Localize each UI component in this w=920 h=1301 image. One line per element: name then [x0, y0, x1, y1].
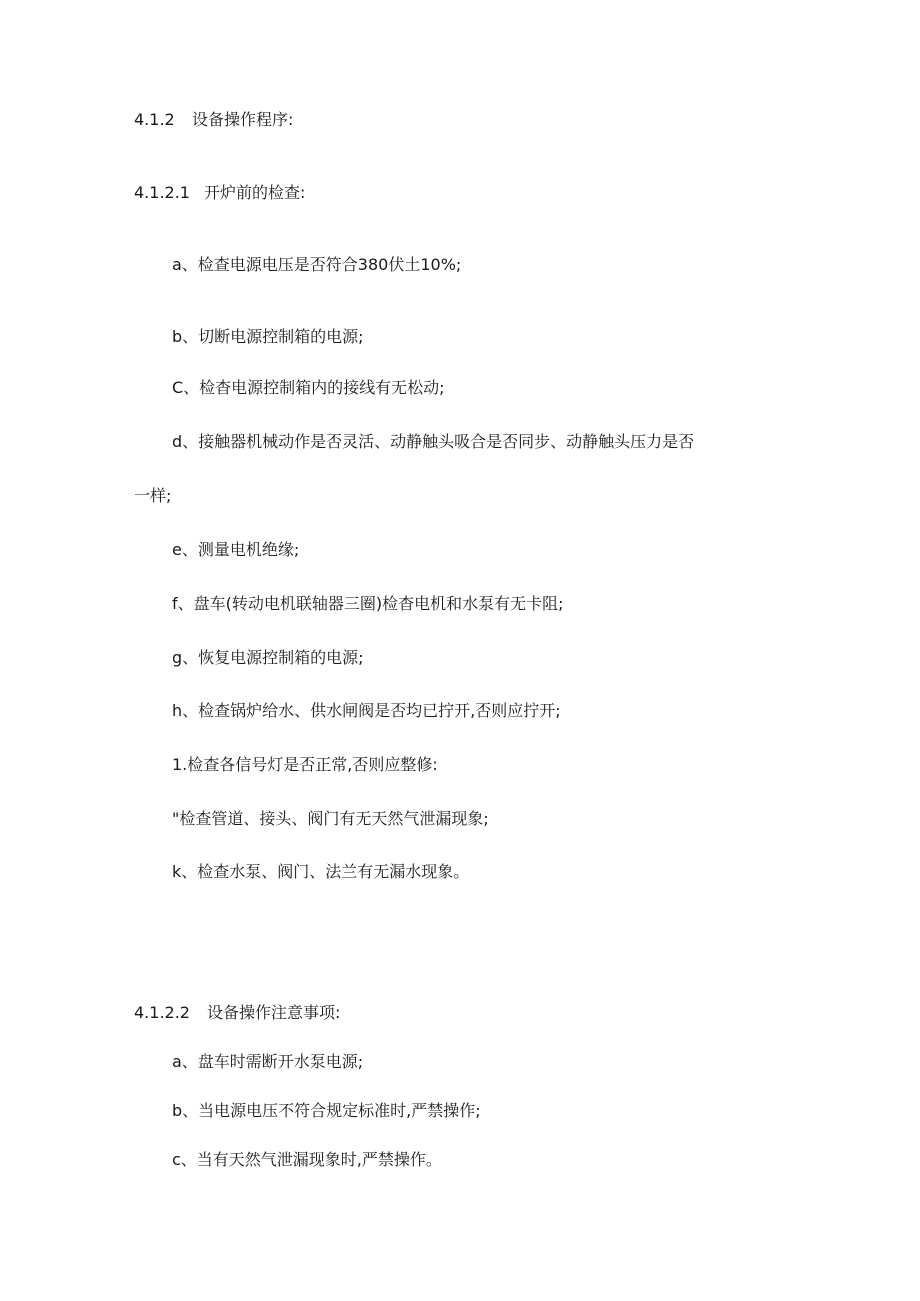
section-number: 4.1.2.2: [134, 1003, 190, 1022]
list-item: c、当有天然气泄漏现象时,严禁操作。: [172, 1150, 442, 1169]
section-4-1-2-2-heading: [134, 1003, 340, 1023]
list-item: a、盘车时需断开水泵电源;: [172, 1052, 364, 1071]
list-item: b、切断电源控制箱的电源;: [172, 327, 364, 346]
list-item: "检查管道、接头、阀门有无天然气泄漏现象;: [172, 809, 489, 828]
section-4-1-2-heading: [134, 110, 293, 130]
section-title: 开炉前的检查:: [204, 183, 306, 202]
section-number: 4.1.2: [134, 110, 175, 129]
list-item: h、检查锅炉给水、供水闸阀是否均已拧开,否则应拧开;: [172, 701, 561, 720]
list-item: d、接触器机械动作是否灵活、动静触头吸合是否同步、动静触头压力是否: [172, 432, 695, 451]
section-4-1-2-1-heading: [134, 183, 305, 203]
list-item-continuation: 一样;: [134, 486, 172, 505]
list-item: f、盘车(转动电机联轴器三圈)检杳电机和水泵有无卡阻;: [172, 594, 564, 613]
list-item: g、恢复电源控制箱的电源;: [172, 648, 364, 667]
list-item: b、当电源电压不符合规定标准时,严禁操作;: [172, 1101, 481, 1120]
list-item: a、检查电源电压是否符合380伏土10%;: [172, 255, 462, 274]
section-title: 设备操作程序:: [192, 110, 294, 129]
section-title: 设备操作注意事项:: [207, 1003, 341, 1022]
list-item: C、检杳电源控制箱内的接线有无松动;: [172, 378, 445, 397]
list-item: 1.检查各信号灯是否正常,否则应整修:: [172, 755, 438, 774]
list-item: k、检查水泵、阀门、法兰有无漏水现象。: [172, 862, 470, 881]
list-item: e、测量电机绝缘;: [172, 540, 300, 559]
section-number: 4.1.2.1: [134, 183, 190, 202]
